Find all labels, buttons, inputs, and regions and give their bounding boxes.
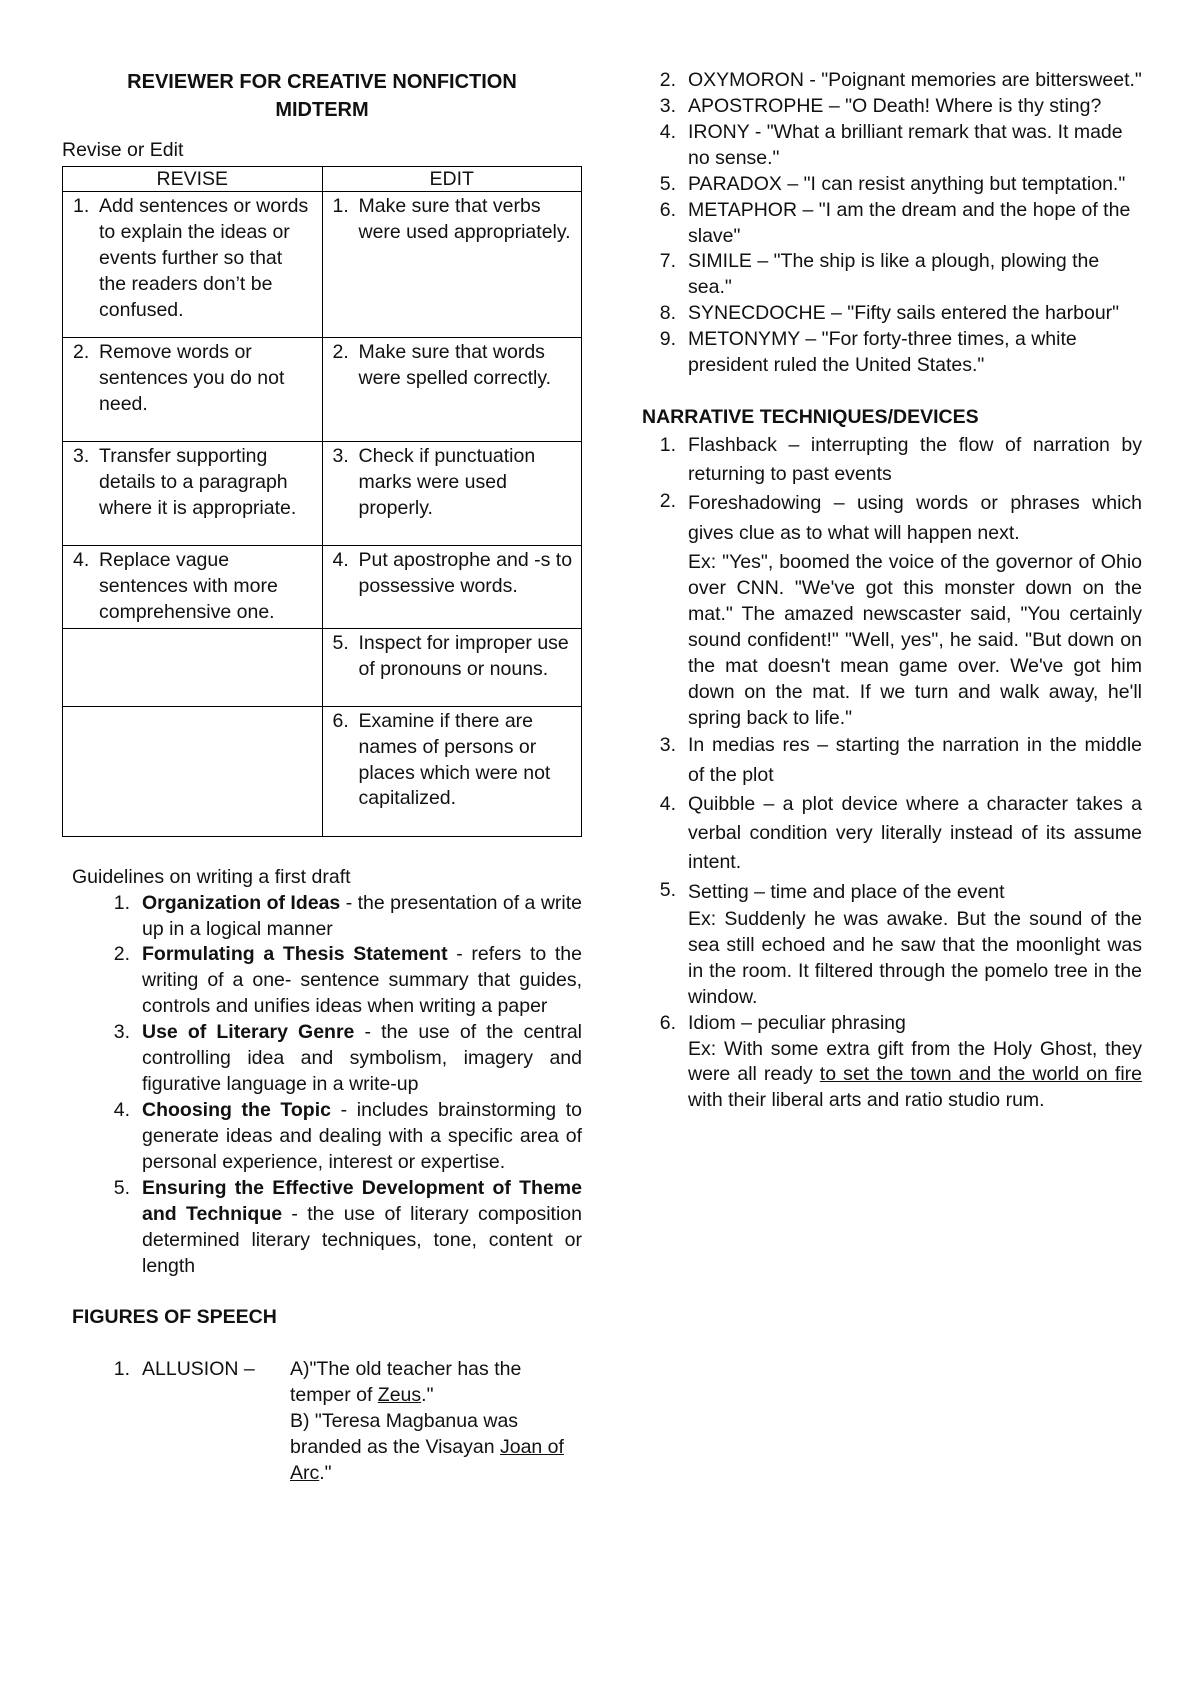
edit-text: Examine if there are names of persons or places which were not capitalized.: [358, 709, 551, 810]
title-line-2: MIDTERM: [275, 99, 369, 121]
item-number: 6.: [332, 709, 349, 732]
table-row: [63, 191, 582, 337]
idiom-example-pre: Ex: With some extra gift from the Holy Ghost, they were all ready: [688, 1037, 1142, 1086]
idiom-example-underlined: to set the town and the world on fire: [819, 1063, 1143, 1086]
figures-heading: FIGURES OF SPEECH: [72, 1306, 277, 1329]
item-number: 2.: [659, 490, 676, 513]
figures-list: [642, 68, 1142, 379]
guideline-desc: - refers to the writing of a one- sentence summary that guides, controls and unifies ideas when writing a paper: [142, 943, 582, 1018]
list-item: [642, 172, 1142, 198]
list-item: [642, 94, 1142, 120]
item-number: 6.: [659, 198, 676, 221]
allusion-a-underlined: Zeus: [377, 1384, 422, 1407]
edit-text: Make sure that verbs were used appropriately.: [358, 194, 571, 243]
guideline-desc: - the use of literary composition determined literary techniques, tone, content or length: [142, 1202, 582, 1277]
revise-cell: [63, 441, 323, 545]
item-number: 4.: [113, 1098, 130, 1121]
document-title: [62, 68, 582, 124]
table-row: [63, 628, 582, 706]
allusion-b-underlined: Joan of Arc: [290, 1436, 564, 1485]
table-row: [63, 337, 582, 441]
edit-text: Check if punctuation marks were used properly.: [358, 444, 536, 519]
narrative-text: In medias res – starting the narration in the middle of the plot: [688, 734, 1142, 786]
guideline-desc: - the presentation of a write up in a logical manner: [142, 891, 582, 940]
figure-text: PARADOX – "I can resist anything but temptation.": [688, 172, 1126, 195]
guideline-term: Formulating a Thesis Statement: [142, 943, 448, 966]
item-number: 5.: [659, 878, 676, 901]
revise-cell: [63, 706, 323, 836]
item-number: 6.: [659, 1011, 676, 1034]
allusion-item: [62, 1357, 582, 1487]
allusion-a-post: .": [421, 1384, 434, 1407]
revise-text: Transfer supporting details to a paragraph where it is appropriate.: [99, 444, 297, 519]
item-number: 1.: [113, 891, 130, 914]
list-item: [96, 1020, 582, 1098]
item-number: 3.: [659, 734, 676, 757]
list-item: [96, 942, 582, 1020]
item-number: 9.: [659, 328, 676, 351]
guidelines-list: [62, 891, 582, 1280]
list-item: [642, 327, 1142, 379]
item-number: 2.: [332, 340, 349, 363]
item-number: 5.: [332, 631, 349, 654]
figure-text: IRONY - "What a brilliant remark that was. It made no sense.": [688, 120, 1123, 169]
item-number: 7.: [659, 250, 676, 273]
figure-text: APOSTROPHE – "O Death! Where is thy sting?: [688, 94, 1102, 117]
item-number: 3.: [659, 94, 676, 117]
edit-cell: [322, 628, 582, 706]
revise-cell: [63, 545, 323, 628]
list-item: [642, 120, 1142, 172]
guideline-term: Use of Literary Genre: [142, 1021, 355, 1044]
item-number: 1.: [332, 194, 349, 217]
title-line-1: REVIEWER FOR CREATIVE NONFICTION: [127, 71, 517, 93]
revise-cell: [63, 191, 323, 337]
item-number: 1.: [113, 1358, 130, 1381]
narrative-text: Quibble – a plot device where a character takes a verbal condition very literally instead of its assume intent.: [688, 792, 1142, 874]
guideline-term: Organization of Ideas: [142, 891, 341, 914]
narrative-text: Idiom – peculiar phrasing: [688, 1011, 906, 1034]
item-number: 1.: [73, 194, 90, 217]
edit-cell: [322, 545, 582, 628]
right-column: [642, 68, 1142, 1114]
narrative-heading: NARRATIVE TECHNIQUES/DEVICES: [642, 406, 979, 429]
revise-cell: [63, 628, 323, 706]
list-item: [96, 1176, 582, 1280]
edit-column-header: EDIT: [322, 166, 582, 191]
edit-cell: [322, 191, 582, 337]
item-number: 4.: [659, 120, 676, 143]
item-number: 4.: [332, 548, 349, 571]
narrative-example: Ex: Suddenly he was awake. But the sound of the sea still echoed and he saw that the moonlight was in the room. It filtered through the pomelo tree in the window.: [688, 907, 1142, 1008]
allusion-a-pre: A)"The old teacher has the temper of: [290, 1358, 522, 1407]
list-item: [642, 249, 1142, 301]
edit-cell: [322, 441, 582, 545]
item-number: 3.: [113, 1021, 130, 1044]
list-item: [642, 198, 1142, 250]
item-number: 4.: [659, 792, 676, 815]
list-item: [642, 301, 1142, 327]
figure-text: SYNECDOCHE – "Fifty sails entered the harbour": [688, 302, 1120, 325]
table-row: [63, 545, 582, 628]
edit-text: Put apostrophe and -s to possessive words.: [358, 548, 573, 597]
item-number: 2.: [659, 69, 676, 91]
item-number: 5.: [659, 172, 676, 195]
list-item: [642, 790, 1142, 878]
item-number: 8.: [659, 302, 676, 325]
item-number: 2.: [73, 340, 90, 363]
revise-text: Replace vague sentences with more comprehensive one.: [99, 548, 278, 623]
list-item: [642, 431, 1142, 490]
edit-text: Inspect for improper use of pronouns or nouns.: [358, 631, 569, 680]
figure-text: SIMILE – "The ship is like a plough, plowing the sea.": [688, 250, 1100, 299]
figure-text: METAPHOR – "I am the dream and the hope of the slave": [688, 198, 1131, 247]
allusion-term: ALLUSION –: [142, 1358, 255, 1381]
list-item: [642, 731, 1142, 790]
edit-text: Make sure that words were spelled correctly.: [358, 340, 552, 389]
revise-column-header: REVISE: [63, 166, 323, 191]
narrative-text: Flashback – interrupting the flow of narration by returning to past events: [688, 433, 1142, 486]
item-number: 3.: [332, 444, 349, 467]
edit-cell: [322, 706, 582, 836]
figure-text: OXYMORON - "Poignant memories are bittersweet.": [688, 69, 1142, 91]
allusion-b-post: .": [319, 1462, 332, 1485]
revise-edit-heading: Revise or Edit: [62, 139, 184, 161]
table-row: [63, 441, 582, 545]
guideline-desc: - the use of the central controlling idea and symbolism, imagery and figurative language in a write-up: [142, 1021, 582, 1096]
item-number: 4.: [73, 548, 90, 571]
item-number: 1.: [659, 433, 676, 456]
item-number: 5.: [113, 1176, 130, 1199]
guideline-desc: - includes brainstorming to generate ideas and dealing with a specific area of personal experience, interest or expertise.: [142, 1098, 583, 1173]
list-item: [96, 1098, 582, 1176]
figure-text: METONYMY – "For forty-three times, a white president ruled the United States.": [688, 328, 1077, 377]
item-number: 3.: [73, 444, 90, 467]
allusion-examples: [290, 1357, 582, 1487]
edit-cell: [322, 337, 582, 441]
guidelines-heading: Guidelines on writing a first draft: [72, 865, 351, 888]
idiom-example-post: with their liberal arts and ratio studio rum.: [688, 1089, 1045, 1112]
table-header-row: [63, 166, 582, 191]
list-item: [642, 489, 1142, 731]
list-item: [642, 1011, 1142, 1115]
narrative-example: Ex: "Yes", boomed the voice of the governor of Ohio over CNN. "We've got this monster down on the mat." The amazed newscaster said, "You certainly sound confident!" "Well, yes", he said. "But down on the mat doesn't mean game over. We've got him down on the mat. If we turn and walk away, he'll spring back to life.": [688, 550, 1142, 729]
list-item: [96, 891, 582, 943]
revise-cell: [63, 337, 323, 441]
narrative-list: [642, 431, 1142, 1114]
revise-text: Remove words or sentences you do not need.: [99, 340, 285, 415]
list-item: [642, 68, 1142, 94]
allusion-b-pre: B) "Teresa Magbanua was branded as the Visayan: [290, 1410, 519, 1459]
narrative-text: Setting – time and place of the event: [688, 880, 1005, 903]
revise-edit-table: [62, 166, 582, 837]
list-item: [642, 878, 1142, 1011]
item-number: 2.: [113, 943, 130, 966]
narrative-text: Foreshadowing – using words or phrases which gives clue as to what will happen next.: [688, 492, 1142, 544]
left-column: [62, 68, 582, 1487]
guideline-term: Choosing the Topic: [142, 1098, 331, 1121]
guideline-term: Ensuring the Effective Development of Theme and Technique: [142, 1176, 582, 1225]
table-row: [63, 706, 582, 836]
revise-text: Add sentences or words to explain the ideas or events further so that the readers don’t be confused.: [99, 194, 309, 321]
